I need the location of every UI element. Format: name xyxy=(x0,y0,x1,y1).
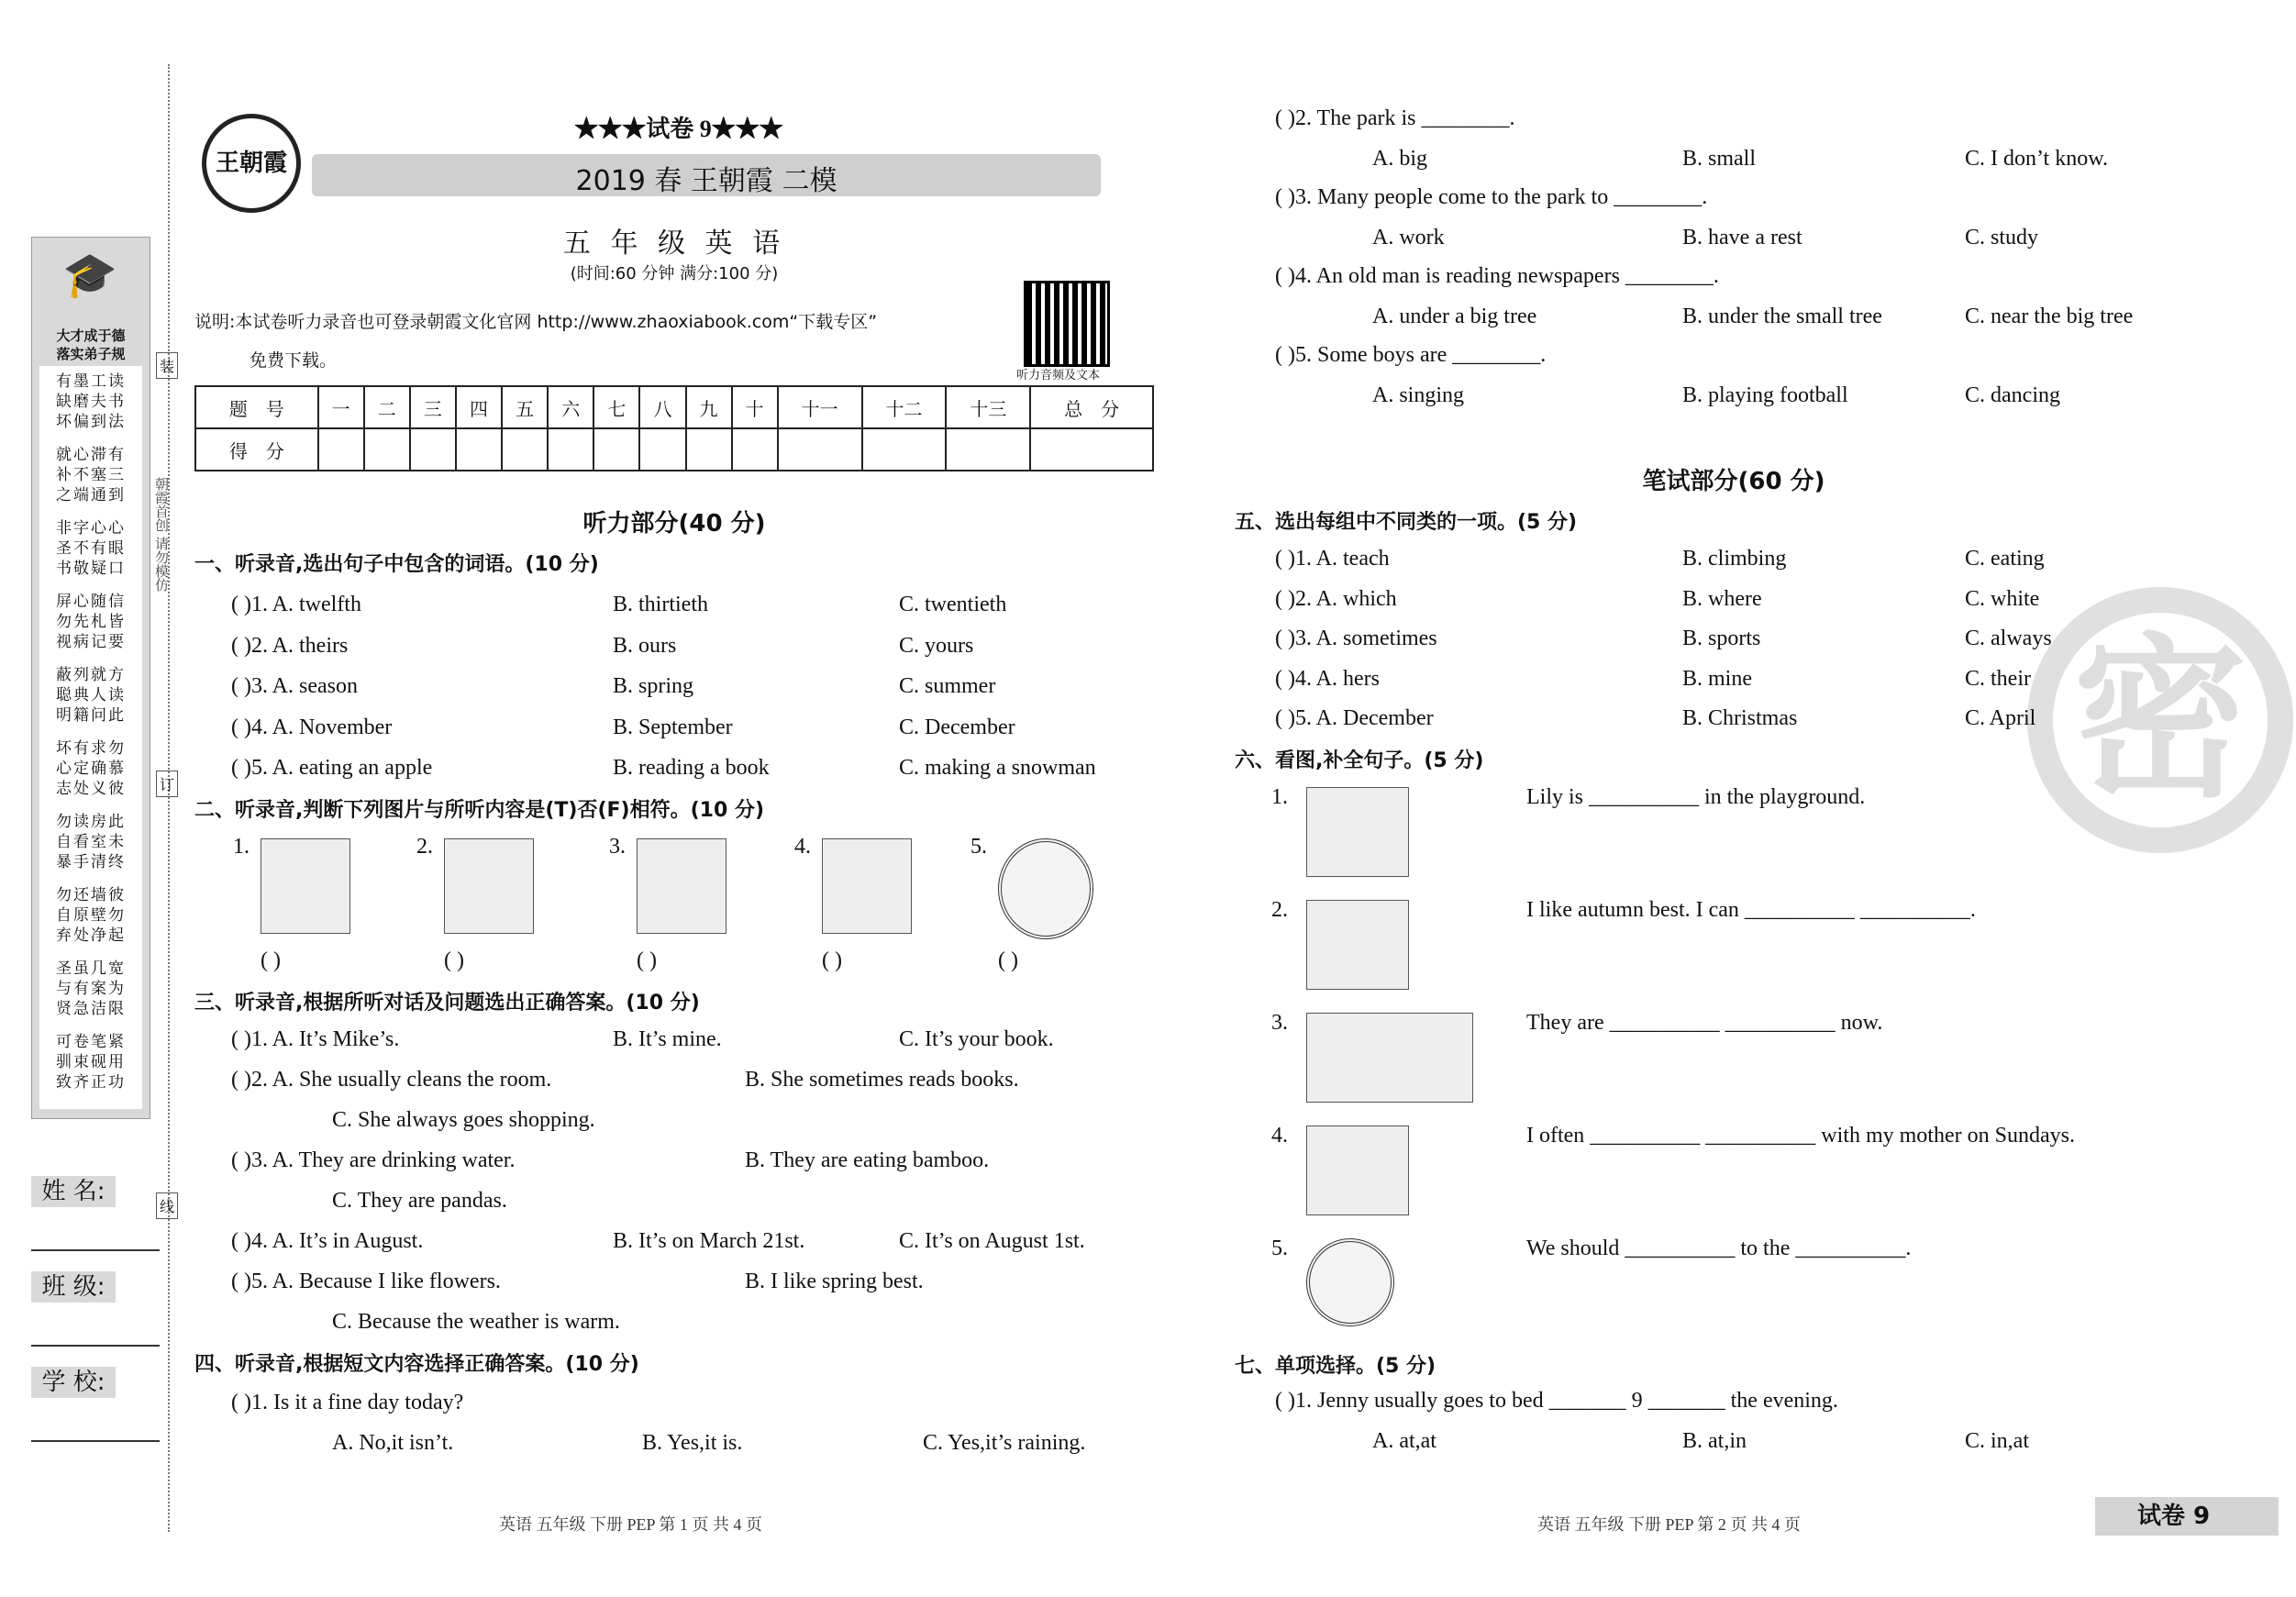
s4-q5-a[interactable]: A. singing xyxy=(1372,383,1465,407)
s5-item-2-b[interactable]: B. where xyxy=(1682,586,1762,611)
motto-row: 书敬疑口 xyxy=(56,560,126,578)
s4-q2: ( )2. The park is ________. xyxy=(1275,106,1515,130)
s3-line-5[interactable]: B. She sometimes reads books. xyxy=(745,1068,1019,1092)
s3-line-2[interactable]: B. It’s mine. xyxy=(613,1027,722,1051)
s1-item-2-a[interactable]: ( )2. A. theirs xyxy=(231,633,349,658)
school-field[interactable] xyxy=(31,1440,160,1442)
score-header-cell: 五 xyxy=(502,386,548,428)
s1-item-3-a[interactable]: ( )3. A. season xyxy=(231,674,358,698)
score-header-cell: 十二 xyxy=(862,386,947,428)
motto-row: 勿读房此 xyxy=(56,813,126,831)
s3-line-4: ( )2. A. She usually cleans the room. xyxy=(231,1068,552,1092)
section-4-heading: 四、听录音,根据短文内容选择正确答案。(10 分) xyxy=(194,1353,639,1376)
note-line-2: 免费下载。 xyxy=(250,350,338,371)
motto-row: 驯束砚用 xyxy=(56,1053,126,1071)
s6-num-1: 1. xyxy=(1271,785,1288,809)
motto-grid xyxy=(39,366,142,1109)
motto-row: 圣虽几宽 xyxy=(56,959,126,978)
motto-row: 志处义彼 xyxy=(56,780,126,798)
s1-item-4-b[interactable]: B. September xyxy=(613,715,733,739)
monkey-picture xyxy=(637,838,727,934)
s6-sentence-5[interactable]: We should __________ to the __________. xyxy=(1526,1237,1912,1260)
time-info: (时间:60 分钟 满分:100 分) xyxy=(570,264,779,283)
score-header-cell: 一 xyxy=(318,386,364,428)
cut-mark-3: 线 xyxy=(156,1192,178,1219)
class-field[interactable] xyxy=(31,1345,160,1347)
s6-sentence-1[interactable]: Lily is __________ in the playground. xyxy=(1526,785,1866,809)
s4-q2-c[interactable]: C. I don’t know. xyxy=(1965,147,2108,171)
note-line: 说明:本试卷听力录音也可登录朝霞文化官网 http://www.zhaoxiabook.com“下载专区” xyxy=(194,312,878,332)
s2-num-4: 4. xyxy=(794,835,811,859)
title-bar xyxy=(312,154,1101,196)
cut-line xyxy=(168,64,170,1532)
score-header-cell: 十一 xyxy=(778,386,862,428)
s4-q3-a[interactable]: A. work xyxy=(1372,226,1445,250)
score-header-cell: 总 分 xyxy=(1030,386,1153,428)
score-row xyxy=(195,428,1153,471)
shopping-picture xyxy=(1306,1126,1409,1215)
s5-item-3-a[interactable]: ( )3. A. sometimes xyxy=(1275,627,1437,650)
motto-row: 聪典人读 xyxy=(56,686,126,704)
s3-line-8[interactable]: B. They are eating bamboo. xyxy=(745,1148,990,1172)
s5-item-5-a[interactable]: ( )5. A. December xyxy=(1275,706,1434,730)
s6-num-5: 5. xyxy=(1271,1237,1288,1260)
s1-item-4-a[interactable]: ( )4. A. November xyxy=(231,715,393,739)
s4-q4-b[interactable]: B. under the small tree xyxy=(1682,305,1882,328)
family-clock-picture xyxy=(1306,1013,1473,1103)
exam-title: 2019 春 王朝霞 二模 xyxy=(575,165,837,197)
score-input-cell[interactable] xyxy=(1030,428,1153,471)
s5-item-1-b[interactable]: B. climbing xyxy=(1682,547,1787,571)
motto-rows xyxy=(45,372,137,1105)
score-header-cell: 三 xyxy=(410,386,456,428)
s4-q1: ( )1. Is it a fine day today? xyxy=(231,1391,464,1414)
motto-row: 可卷笔紧 xyxy=(56,1033,126,1051)
s7-q1-c[interactable]: C. in,at xyxy=(1965,1429,2029,1453)
s6-sentence-2[interactable]: I like autumn best. I can __________ __________. xyxy=(1526,898,1976,922)
name-field[interactable] xyxy=(31,1249,160,1251)
motto-row: 明籍问此 xyxy=(56,706,126,725)
score-input-cell[interactable] xyxy=(732,428,778,471)
s3-line-7: ( )3. A. They are drinking water. xyxy=(231,1148,516,1172)
score-header-row xyxy=(195,386,1153,428)
motto-row: 蔽列就方 xyxy=(56,666,126,684)
s3-line-1[interactable]: ( )1. A. It’s Mike’s. xyxy=(231,1027,400,1051)
motto-row: 心定确慕 xyxy=(56,760,126,778)
binding-strip xyxy=(0,0,174,1597)
score-input-cell[interactable] xyxy=(946,428,1030,471)
motto-row: 自看室未 xyxy=(56,833,126,851)
score-input-cell[interactable] xyxy=(364,428,410,471)
confidential-watermark: 密 xyxy=(2027,587,2293,853)
s1-item-4-c[interactable]: C. December xyxy=(899,715,1015,739)
s5-item-5-c[interactable]: C. April xyxy=(1965,706,2036,730)
s1-item-2-b[interactable]: B. ours xyxy=(613,633,677,658)
s5-item-4-a[interactable]: ( )4. A. hers xyxy=(1275,666,1380,691)
s3-line-11[interactable]: B. It’s on March 21st. xyxy=(613,1229,805,1253)
s4-q4-c[interactable]: C. near the big tree xyxy=(1965,305,2134,328)
s4-q5-c[interactable]: C. dancing xyxy=(1965,383,2060,407)
s3-line-6[interactable]: C. She always goes shopping. xyxy=(332,1108,595,1132)
subject-title: 五 年 级 英 语 xyxy=(562,227,786,260)
s1-item-2-c[interactable]: C. yours xyxy=(899,633,974,658)
s6-num-4: 4. xyxy=(1271,1124,1288,1148)
scholar-figure-icon: 🎓 xyxy=(62,250,117,301)
motto-top-1: 大才成于德 xyxy=(56,327,126,344)
school-label: 学 校: xyxy=(31,1367,116,1398)
motto-row: 屏心随信 xyxy=(56,593,126,611)
section-3-heading: 三、听录音,根据所听对话及问题选出正确答案。(10 分) xyxy=(194,992,700,1015)
section-7-heading: 七、单项选择。(5 分) xyxy=(1235,1355,1436,1378)
s4-q4-a[interactable]: A. under a big tree xyxy=(1372,305,1537,328)
paper-number: ★★★试卷 9★★★ xyxy=(574,116,783,142)
market-picture xyxy=(261,838,350,934)
one-way-sign-picture xyxy=(1306,1238,1394,1326)
s1-item-1-b[interactable]: B. thirtieth xyxy=(613,593,708,616)
motto-row: 缺磨夫书 xyxy=(56,393,126,411)
great-wall-picture xyxy=(444,838,534,934)
s4-q3-c[interactable]: C. study xyxy=(1965,226,2039,250)
s5-item-2-c[interactable]: C. white xyxy=(1965,586,2040,611)
name-label: 姓 名: xyxy=(31,1176,116,1207)
motto-row: 非字心心 xyxy=(56,519,126,538)
score-input-cell[interactable] xyxy=(639,428,685,471)
s5-item-5-b[interactable]: B. Christmas xyxy=(1682,706,1798,730)
s5-item-4-b[interactable]: B. mine xyxy=(1682,666,1752,691)
s4-q4: ( )4. An old man is reading newspapers ________. xyxy=(1275,264,1719,288)
s1-item-3-b[interactable]: B. spring xyxy=(613,674,694,698)
motto-row: 勿先札皆 xyxy=(56,613,126,631)
s1-item-5-b[interactable]: B. reading a book xyxy=(613,756,770,780)
score-table xyxy=(194,385,1154,471)
section-5-heading: 五、选出每组中不同类的一项。(5 分) xyxy=(1235,511,1578,534)
score-header-cell: 题 号 xyxy=(195,386,318,428)
motto-row: 自原壁勿 xyxy=(56,906,126,925)
motto-row: 就心滞有 xyxy=(56,446,126,464)
cut-mark-1: 装 xyxy=(156,352,178,379)
motto-row: 补不塞三 xyxy=(56,466,126,484)
motto-panel xyxy=(31,237,150,1119)
s2-blank-2[interactable]: ( ) xyxy=(444,948,464,972)
section-6-heading: 六、看图,补全句子。(5 分) xyxy=(1235,749,1484,772)
s2-num-5: 5. xyxy=(971,835,987,859)
s4-q2-a[interactable]: A. big xyxy=(1372,147,1427,171)
s5-item-4-c[interactable]: C. their xyxy=(1965,666,2031,691)
publisher-logo: 王朝霞 xyxy=(202,114,301,213)
score-header-cell: 六 xyxy=(548,386,593,428)
cut-mark-2: 订 xyxy=(156,771,178,797)
s4-q2-b[interactable]: B. small xyxy=(1682,147,1757,171)
motto-row: 有墨工读 xyxy=(56,372,126,391)
s5-item-1-a[interactable]: ( )1. A. teach xyxy=(1275,547,1390,571)
s4-q1-b[interactable]: B. Yes,it is. xyxy=(642,1431,743,1455)
score-header-cell: 十三 xyxy=(946,386,1030,428)
s7-q1: ( )1. Jenny usually goes to bed _______ 9 _______ the evening. xyxy=(1275,1389,1838,1413)
s5-item-3-c[interactable]: C. always xyxy=(1965,627,2052,650)
s4-q1-c[interactable]: C. Yes,it’s raining. xyxy=(923,1431,1086,1455)
s6-num-3: 3. xyxy=(1271,1011,1288,1035)
score-header-cell: 二 xyxy=(364,386,410,428)
motto-row: 弃处净起 xyxy=(56,926,126,945)
class-label: 班 级: xyxy=(31,1271,116,1303)
motto-row: 勿还墙彼 xyxy=(56,886,126,904)
s5-item-2-a[interactable]: ( )2. A. which xyxy=(1275,586,1397,611)
s3-line-13: ( )5. A. Because I like flowers. xyxy=(231,1270,501,1293)
motto-row: 与有案为 xyxy=(56,980,126,998)
s7-q1-a[interactable]: A. at,at xyxy=(1372,1429,1436,1453)
score-header-cell: 七 xyxy=(593,386,639,428)
motto-row: 坏有求勿 xyxy=(56,739,126,758)
written-title: 笔试部分(60 分) xyxy=(1642,468,1825,495)
s1-item-3-c[interactable]: C. summer xyxy=(899,674,996,698)
motto-row: 视病记要 xyxy=(56,633,126,651)
section-1-heading: 一、听录音,选出句子中包含的词语。(10 分) xyxy=(194,553,599,576)
girl-picture xyxy=(1306,787,1409,877)
s1-item-5-a[interactable]: ( )5. A. eating an apple xyxy=(231,756,433,780)
motto-row: 贤急洁限 xyxy=(56,1000,126,1018)
paper-tag: 试卷 9 xyxy=(2095,1497,2279,1536)
score-header-cell: 八 xyxy=(639,386,685,428)
score-input-cell[interactable] xyxy=(593,428,639,471)
motto-row: 坏偏到法 xyxy=(56,413,126,431)
s7-q1-b[interactable]: B. at,in xyxy=(1682,1429,1747,1453)
s2-blank-5[interactable]: ( ) xyxy=(998,948,1018,972)
s2-blank-4[interactable]: ( ) xyxy=(822,948,842,972)
s5-item-3-b[interactable]: B. sports xyxy=(1682,627,1761,650)
motto-row: 致齐正功 xyxy=(56,1073,126,1092)
s3-line-9[interactable]: C. They are pandas. xyxy=(332,1189,507,1213)
s2-num-2: 2. xyxy=(416,835,433,859)
s3-line-14[interactable]: B. I like spring best. xyxy=(745,1270,924,1293)
motto-top-2: 落实弟子规 xyxy=(56,346,126,362)
s2-num-1: 1. xyxy=(233,835,250,859)
score-header-cell: 九 xyxy=(686,386,732,428)
score-input-cell[interactable] xyxy=(686,428,732,471)
s2-blank-3[interactable]: ( ) xyxy=(637,948,657,972)
s4-q5: ( )5. Some boys are ________. xyxy=(1275,343,1547,367)
s1-item-5-c[interactable]: C. making a snowman xyxy=(899,756,1096,780)
s5-item-1-c[interactable]: C. eating xyxy=(1965,547,2045,571)
s4-q3-b[interactable]: B. have a rest xyxy=(1682,226,1802,250)
score-header-cell: 四 xyxy=(456,386,502,428)
score-input-cell[interactable] xyxy=(778,428,862,471)
listening-title: 听力部分(40 分) xyxy=(582,510,766,538)
score-input-cell[interactable] xyxy=(502,428,548,471)
s6-sentence-3[interactable]: They are __________ __________ now. xyxy=(1526,1011,1883,1035)
s4-q1-a[interactable]: A. No,it isn’t. xyxy=(332,1431,454,1455)
s3-line-15[interactable]: C. Because the weather is warm. xyxy=(332,1310,620,1334)
exam-banner xyxy=(202,110,1156,211)
footer-left: 英语 五年级 下册 PEP 第 1 页 共 4 页 xyxy=(499,1515,762,1534)
winter-scene-picture xyxy=(822,838,912,934)
s3-line-10: ( )4. A. It’s in August. xyxy=(231,1229,424,1253)
s4-q5-b[interactable]: B. playing football xyxy=(1682,383,1848,407)
s1-item-1-c[interactable]: C. twentieth xyxy=(899,593,1007,616)
s6-sentence-4[interactable]: I often __________ __________ with my mother on Sundays. xyxy=(1526,1124,2075,1148)
s6-num-2: 2. xyxy=(1271,898,1288,922)
motto-row: 之端通到 xyxy=(56,486,126,505)
s1-item-1-a[interactable]: ( )1. A. twelfth xyxy=(231,593,361,616)
no-entry-sign-picture xyxy=(998,838,1093,939)
score-input-cell[interactable] xyxy=(318,428,364,471)
s2-num-3: 3. xyxy=(609,835,626,859)
score-label-cell: 得 分 xyxy=(195,428,318,471)
score-input-cell[interactable] xyxy=(410,428,456,471)
qr-caption: 听力音频及文本 xyxy=(1016,369,1101,383)
qr-code-icon[interactable] xyxy=(1024,281,1110,367)
score-header-cell: 十 xyxy=(732,386,778,428)
section-2-heading: 二、听录音,判断下列图片与所听内容是(T)否(F)相符。(10 分) xyxy=(194,799,764,822)
picking-apples-picture xyxy=(1306,900,1409,990)
score-input-cell[interactable] xyxy=(862,428,947,471)
copyright-mark: 朝霞首创 请勿模仿 xyxy=(153,477,170,592)
score-input-cell[interactable] xyxy=(548,428,593,471)
s3-line-12[interactable]: C. It’s on August 1st. xyxy=(899,1229,1085,1253)
motto-row: 圣不有眼 xyxy=(56,539,126,558)
motto-row: 暴手清终 xyxy=(56,853,126,871)
s4-q3: ( )3. Many people come to the park to ________. xyxy=(1275,185,1708,209)
score-input-cell[interactable] xyxy=(456,428,502,471)
s3-line-3[interactable]: C. It’s your book. xyxy=(899,1027,1054,1051)
s2-blank-1[interactable]: ( ) xyxy=(261,948,281,972)
footer-right: 英语 五年级 下册 PEP 第 2 页 共 4 页 xyxy=(1537,1515,1801,1534)
